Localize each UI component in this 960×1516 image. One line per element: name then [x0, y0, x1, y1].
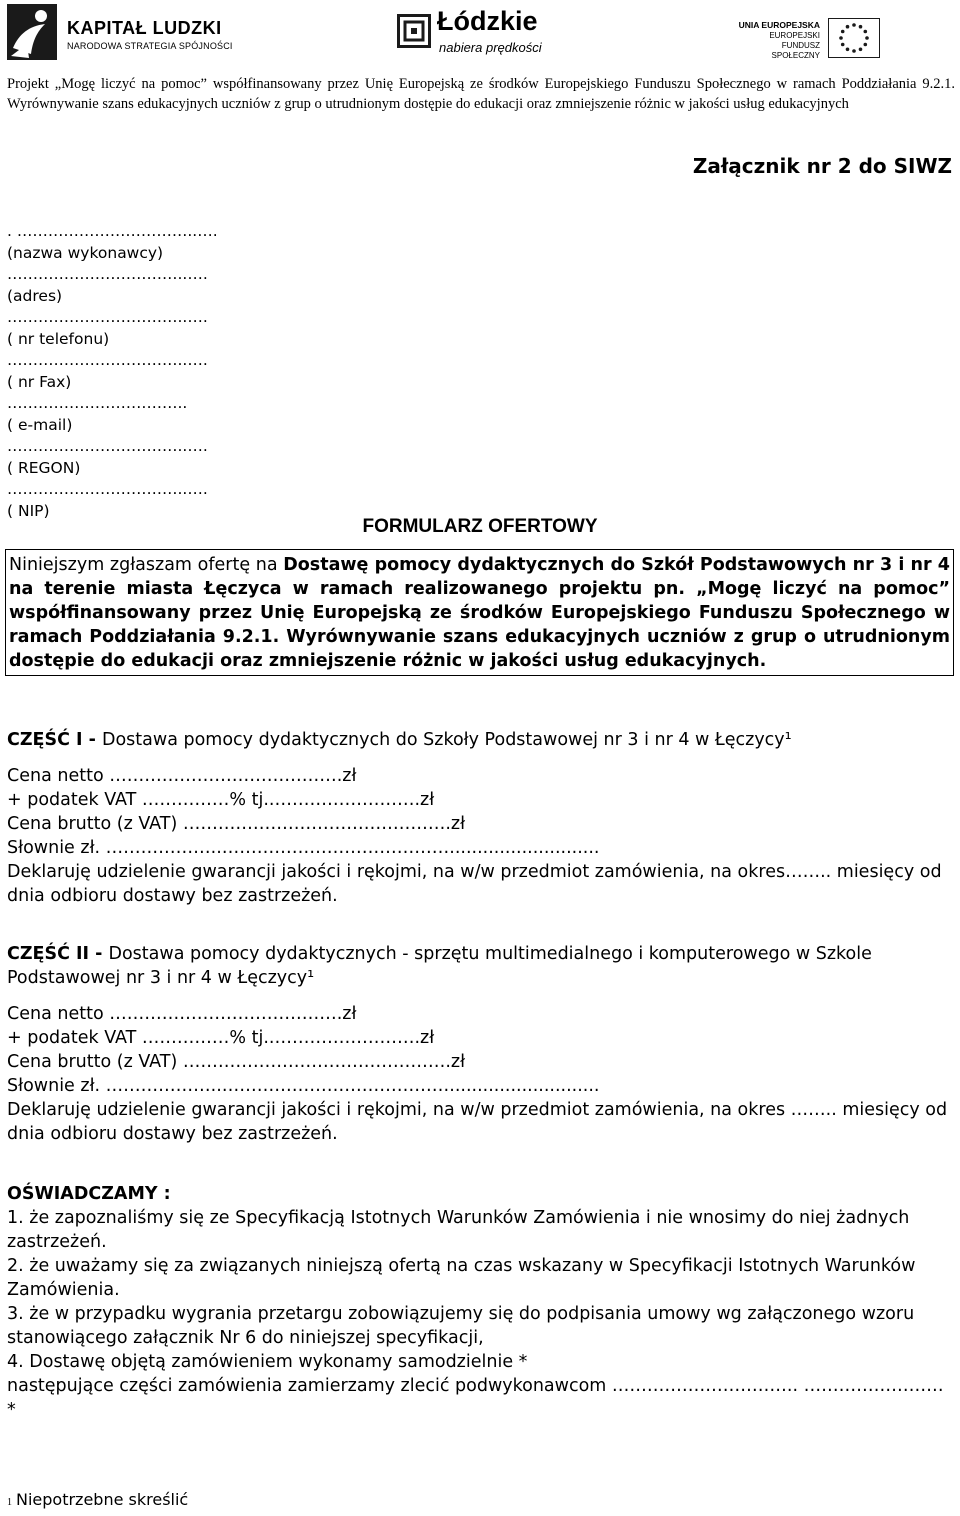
amount-in-words-field[interactable]: Słownie zł. ………………..…………………………………...........................	[7, 1076, 600, 1096]
lodzkie-name: Łódzkie	[437, 6, 538, 36]
project-description: Projekt „Mogę liczyć na pomoc” współfinansowany przez Unię Europejską ze środków Europejskiego Funduszu Społecznego w ramach Poddziałania 9.2.1. Wyrównywanie szans edukacyjnych uczniów z grup o utrudnionym dostępie do edukacji oraz zmniejszenie różnic w jakości usług edukacyjnych	[7, 76, 955, 112]
field-label: ( nr telefonu)	[7, 329, 110, 348]
field-label: ( REGON)	[7, 458, 81, 477]
kapital-ludzki-subtitle: NARODOWA STRATEGIA SPÓJNOŚCI	[67, 41, 233, 51]
offer-subject: Dostawę pomocy dydaktycznych do Szkół Podstawowych nr 3 i nr 4 na terenie miasta Łęczyca w ramach realizowanego projektu pn. „Mogę liczyć na pomoc” współfinansowany przez Unię Europejską ze środków Europejskiego Funduszu Społecznego w ramach Poddziałania 9.2.1. Wyrównywanie szans edukacyjnych uczniów z grup o utrudnionym dostępie do edukacji oraz zmniejszenie różnic w jakości usług edukacyjnych.	[9, 555, 950, 671]
footnote-mark: ¹	[784, 730, 792, 750]
eu-flag-icon	[828, 18, 880, 58]
contractor-address-field[interactable]	[7, 264, 367, 307]
lodzkie-tagline: nabiera prędkości	[439, 40, 542, 55]
warranty-declaration: Deklaruję udzielenie gwarancji jakości i rękojmi, na w/w przedmiot zamówienia, na okres …….. miesięcy od dnia odbioru dostawy bez zastrzeżeń.	[7, 1100, 948, 1144]
form-title: FORMULARZ OFERTOWY	[362, 516, 598, 537]
field-label: (nazwa wykonawcy)	[7, 243, 164, 262]
section-heading	[7, 942, 955, 990]
field-dots: ……………………………..….	[7, 308, 208, 326]
field-label: ( NIP)	[7, 501, 50, 520]
field-dots: ……………………………..….	[7, 437, 208, 455]
field-dots: ……………………………..….	[7, 265, 208, 283]
footnote-text: Niepotrzebne skreślić	[16, 1490, 189, 1509]
field-label: (adres)	[7, 286, 63, 305]
section-part-1	[7, 728, 955, 908]
eu-line3: FUNDUSZ SPOŁECZNY	[771, 41, 820, 60]
footnote-number: 1	[7, 1497, 12, 1508]
contractor-email-field[interactable]	[7, 393, 367, 436]
declaration-item: następujące części zamówienia zamierzamy zlecić podwykonawcom ………………………….. …………………… *	[7, 1376, 944, 1420]
contractor-fields	[7, 221, 367, 522]
declarations	[7, 1182, 955, 1422]
declaration-item: 2. że uważamy się za związanych niniejszą ofertą na czas wskazany w Specyfikacji Istotnych Warunków	[7, 1256, 916, 1276]
lodzkie-emblem-icon	[397, 14, 431, 48]
section-part-2	[7, 942, 955, 1146]
declaration-item: 1. że zapoznaliśmy się ze Specyfikacją Istotnych Warunków Zamówienia i nie wnosimy do niej żadnych	[7, 1208, 910, 1228]
net-price-field[interactable]: Cena netto ………………………………….zł	[7, 766, 357, 786]
vat-field[interactable]: + podatek VAT ……………% tj..…………………….zł	[7, 1028, 435, 1048]
kapital-ludzki-name: KAPITAŁ LUDZKI	[67, 18, 222, 38]
field-label: ( nr Fax)	[7, 372, 72, 391]
kapital-ludzki-emblem-icon	[7, 4, 57, 60]
section-label: CZĘŚĆ II -	[7, 944, 109, 964]
declarations-heading: OŚWIADCZAMY :	[7, 1184, 171, 1204]
section-title: Dostawa pomocy dydaktycznych do Szkoły Podstawowej nr 3 i nr 4 w Łęczycy	[102, 730, 785, 750]
gross-price-field[interactable]: Cena brutto (z VAT) ……………………………………….zł	[7, 814, 466, 834]
section-title: Dostawa pomocy dydaktycznych - sprzętu multimedialnego i komputerowego w Szkole Podstawowej nr 3 i nr 4 w Łęczycy	[7, 944, 872, 988]
section-heading	[7, 728, 955, 752]
contractor-phone-field[interactable]	[7, 307, 367, 350]
field-dots: . ……………………………..….	[7, 222, 218, 240]
declaration-item: Zamówienia.	[7, 1280, 120, 1300]
lodzkie-logo	[397, 6, 567, 60]
kapital-ludzki-logo	[7, 4, 233, 62]
contractor-fax-field[interactable]	[7, 350, 367, 393]
vat-field[interactable]: + podatek VAT ……………% tj..…………………….zł	[7, 790, 435, 810]
footnote-mark: ¹	[307, 968, 315, 988]
field-dots: ……………………………..	[7, 394, 188, 412]
declaration-item: zastrzeżeń.	[7, 1232, 107, 1252]
attachment-label: Załącznik nr 2 do SIWZ	[692, 154, 952, 178]
field-dots: ……………………………..….	[7, 351, 208, 369]
field-label: ( e-mail)	[7, 415, 73, 434]
field-dots: ……………………………..….	[7, 480, 208, 498]
amount-in-words-field[interactable]: Słownie zł. ………………..…………………………………...........................	[7, 838, 600, 858]
contractor-name-field[interactable]	[7, 221, 367, 264]
eu-logo	[738, 18, 888, 64]
declaration-item: 4. Dostawę objętą zamówieniem wykonamy samodzielnie *	[7, 1352, 528, 1372]
eu-line2: EUROPEJSKI	[769, 31, 820, 40]
eu-line1: UNIA EUROPEJSKA	[738, 20, 820, 30]
logo-header	[0, 0, 960, 70]
warranty-declaration: Deklaruję udzielenie gwarancji jakości i rękojmi, na w/w przedmiot zamówienia, na okres…….. miesięcy od dnia odbioru dostawy bez zastrzeżeń.	[7, 862, 942, 906]
gross-price-field[interactable]: Cena brutto (z VAT) ……………………………………….zł	[7, 1052, 466, 1072]
footnote	[7, 1490, 188, 1509]
eu-logo-text	[738, 20, 820, 61]
net-price-field[interactable]: Cena netto ………………………………….zł	[7, 1004, 357, 1024]
offer-statement-box	[5, 549, 954, 676]
declaration-item: 3. że w przypadku wygrania przetargu zobowiązujemy się do podpisania umowy wg załączonego wzoru stanowiącego załącznik Nr 6 do niniejszej specyfikacji,	[7, 1304, 915, 1348]
section-label: CZĘŚĆ I -	[7, 730, 102, 750]
offer-intro: Niniejszym zgłaszam ofertę na	[9, 555, 284, 575]
contractor-regon-field[interactable]	[7, 436, 367, 479]
